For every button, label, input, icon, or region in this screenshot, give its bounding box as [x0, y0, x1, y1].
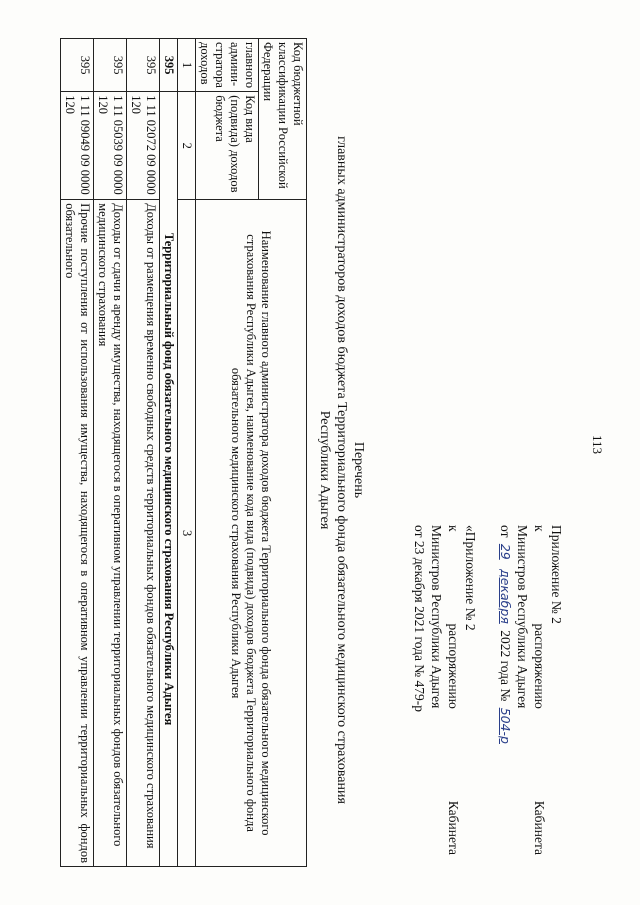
row-admin-code: 395: [61, 39, 94, 92]
row-revenue-code: 1 11 05039 09 0000 120: [94, 92, 127, 200]
row-name: Доходы от размещения временно свободных средств территориальных фондов обязательного медицинского страхования: [127, 200, 160, 867]
document-title: [316, 80, 367, 860]
handwritten-month: декабря: [498, 569, 513, 624]
annex-previous-block: [411, 525, 479, 855]
handwritten-day: 29: [498, 543, 513, 560]
row-admin-code: 395: [94, 39, 127, 92]
row-name: Прочие поступления от использования имущества, находящегося в оперативном управлении территориальных фондов обязательного: [61, 200, 94, 867]
annex-previous-title: «Приложение № 2: [463, 525, 478, 631]
column-number-3: 3: [178, 200, 196, 867]
header-admin: главного админи-стратора доходов: [196, 39, 259, 92]
title-line2: главных администраторов доходов бюджета Территориального фонда обязательного медицинского страхования: [334, 136, 349, 804]
row-revenue-code: 1 11 02072 09 0000 120: [127, 92, 160, 200]
group-name: Территориальный фонд обязательного медицинского страхования Республики Адыгея: [160, 92, 178, 867]
document-page: [15, 20, 625, 885]
group-admin-code: 395: [160, 39, 178, 92]
annex-current-date-line: от 29 декабря 2022 года № 504-р: [497, 525, 514, 855]
annex-previous-line4: от 23 декабря 2021 года № 479-р: [412, 525, 427, 713]
table-row: [61, 39, 94, 867]
row-revenue-code: 1 11 09049 09 0000 120: [61, 92, 94, 200]
column-number-row: [178, 39, 196, 867]
annex-current-title: Приложение № 2: [549, 525, 564, 624]
revenue-administrators-table: [60, 38, 307, 867]
page-number: 113: [590, 435, 605, 455]
row-name: Доходы от сдачи в аренду имущества, находящегося в оперативном управлении территориальных фондов обязательного медицинского страхования: [94, 200, 127, 867]
table-group-row: [160, 39, 178, 867]
header-classification-group: Код бюджетной классификации Российской Федерации: [259, 39, 307, 200]
header-revenue-code: Код вида (подвида) доходов бюджета: [196, 92, 259, 200]
annex-previous-line2: к распоряжению Кабинета: [446, 525, 461, 856]
handwritten-number: 504-р: [498, 707, 513, 744]
title-line3: Республики Адыгея: [317, 410, 332, 530]
annex-current-line2: к распоряжению Кабинета: [532, 525, 547, 856]
annex-previous-line3: Министров Республики Адыгея: [429, 525, 444, 709]
title-line1: Перечень: [351, 441, 366, 499]
annex-current-block: [497, 525, 565, 855]
table-header-row: [259, 39, 307, 867]
table-row: [127, 39, 160, 867]
column-number-2: 2: [178, 92, 196, 200]
table-row: [94, 39, 127, 867]
column-number-1: 1: [178, 39, 196, 92]
header-name: Наименование главного администратора доходов бюджета Территориального фонда обязательного медицинского страхования Республики Адыгея, наименование кода вида (подвида) доходов бюджета Территориального фонда обязательного медицинского страхования Республики Адыгея: [196, 200, 307, 867]
row-admin-code: 395: [127, 39, 160, 92]
annex-current-line3: Министров Республики Адыгея: [515, 525, 530, 709]
